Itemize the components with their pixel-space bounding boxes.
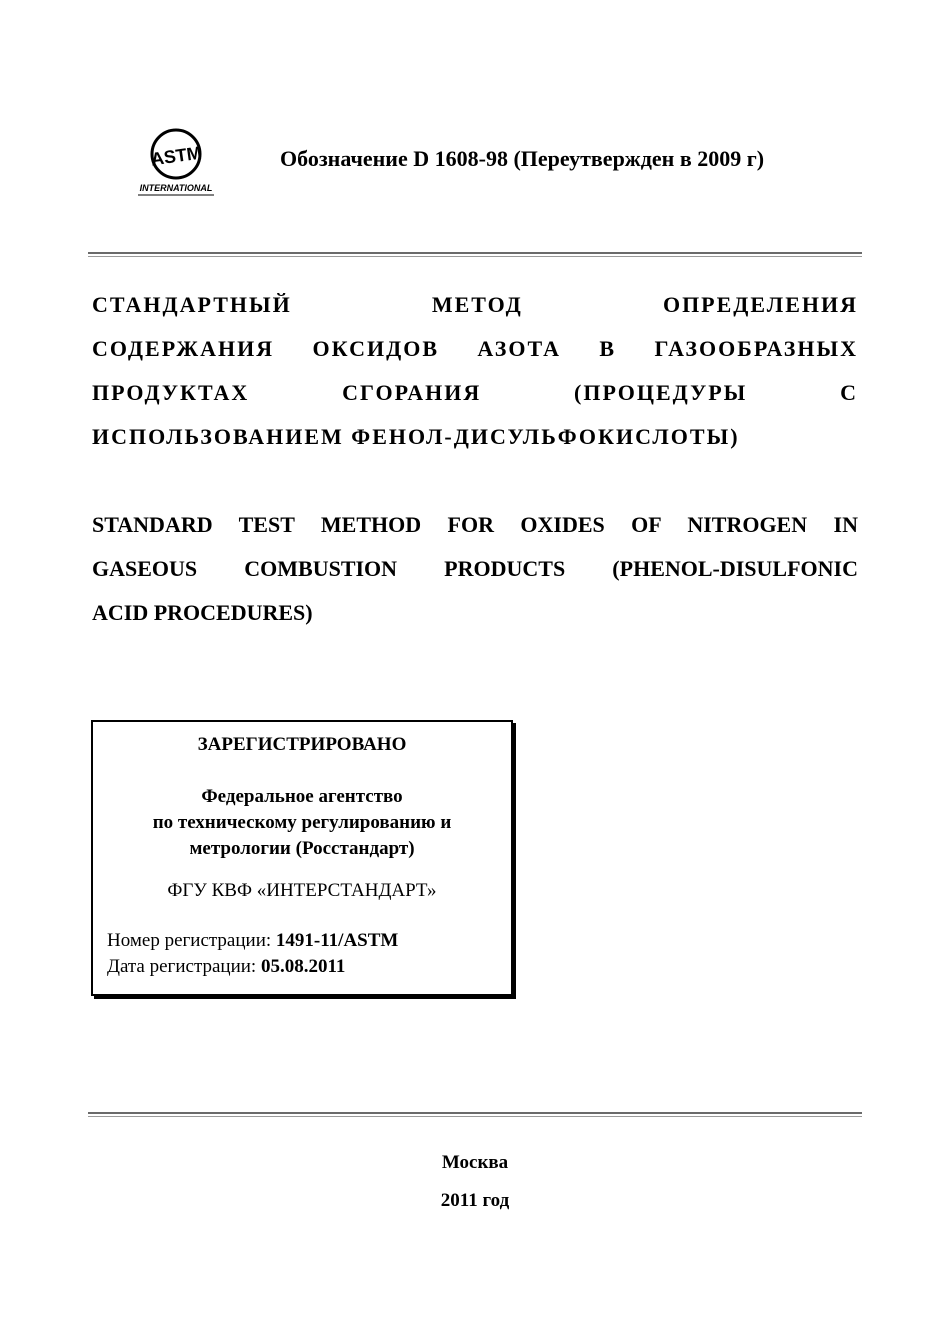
svg-text:INTERNATIONAL: INTERNATIONAL [139,183,213,193]
registration-number-value: 1491-11/ASTM [275,930,399,951]
title-en-line-2: GASEOUS COMBUSTION PRODUCTS (PHENOL-DISULFONIC [92,556,858,581]
registration-date-row [107,956,345,978]
publication-city: Москва [441,1152,509,1173]
publication-year: 2011 год [440,1190,510,1211]
title-ru-line-3: ПРОДУКТАХ СГОРАНИЯ (ПРОЦЕДУРЫ С [92,380,858,405]
registration-number-row [107,930,398,952]
registration-box [91,720,513,996]
agency-line-1: Федеральное агентство [201,786,403,807]
title-en-line-3: ACID PROCEDURES) [92,600,313,625]
registration-heading: ЗАРЕГИСТРИРОВАНО [197,734,407,755]
agency-line-3: метрологии (Росстандарт) [189,838,415,859]
title-ru-line-1: СТАНДАРТНЫЙ МЕТОД ОПРЕДЕЛЕНИЯ [92,292,858,317]
top-divider [88,252,862,257]
registering-organization: ФГУ КВФ «ИНТЕРСТАНДАРТ» [167,880,437,901]
title-ru-line-2: СОДЕРЖАНИЯ ОКСИДОВ АЗОТА В ГАЗООБРАЗНЫХ [92,336,858,361]
title-ru-line-4: ИСПОЛЬЗОВАНИЕМ ФЕНОЛ-ДИСУЛЬФОКИСЛОТЫ) [92,424,740,449]
bottom-divider [88,1112,862,1117]
svg-text:ASTM: ASTM [149,142,203,170]
registration-date-value: 05.08.2011 [260,956,346,977]
title-en-line-1: STANDARD TEST METHOD FOR OXIDES OF NITROGEN IN [92,512,858,537]
registration-date-label: Дата регистрации: [107,956,257,977]
astm-logo [134,124,218,200]
registration-number-label: Номер регистрации: [107,930,272,951]
agency-line-2: по техническому регулированию и [152,812,452,833]
standard-designation: Обозначение D 1608-98 (Переутвержден в 2009 г) [280,146,765,171]
